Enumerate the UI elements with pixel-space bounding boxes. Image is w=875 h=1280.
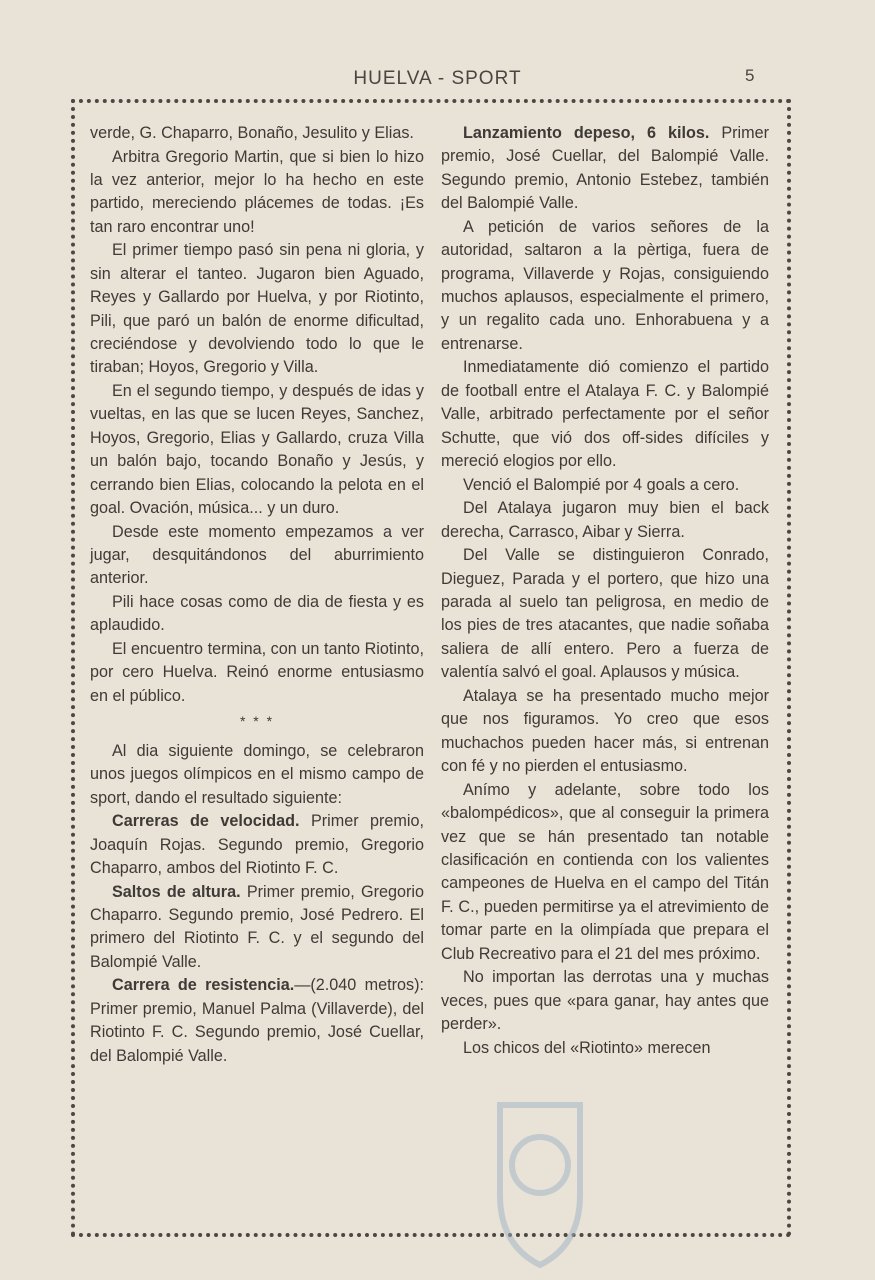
paragraph bbox=[441, 356, 769, 473]
paragraph-text: Venció el Balompié por 4 goals a cero. bbox=[463, 475, 740, 494]
paragraph-text: Desde este momento empezamos a ver jugar, desquitándonos del aburrimiento anterior. bbox=[90, 522, 424, 588]
paragraph bbox=[90, 740, 424, 810]
watermark-shield-icon bbox=[470, 1085, 800, 1275]
page-number: 5 bbox=[745, 66, 755, 85]
paragraph-text: Primer premio, Joaquín Rojas. Segundo premio, Gregorio Chaparro, ambos del Riotinto F. C. bbox=[90, 812, 425, 877]
paragraph bbox=[90, 122, 424, 145]
paragraph-text: Anímo y adelante, sobre todo los «balompédicos», que al conseguir la primera vez que se hán presentado tan notable clasificación en contienda con los valientes campeones de Huelva en el campo del Titán F. C., pueden permitirse ya el atrevimiento de tomar parte en la olimpíada que prepara el Club Recreativo para el 21 del mes próximo. bbox=[441, 780, 769, 963]
left-column bbox=[90, 122, 424, 1068]
paragraph-text: No importan las derrotas una y muchas veces, pues que «para ganar, hay antes que perder». bbox=[441, 968, 769, 1033]
paragraph-text: Del Valle se distinguieron Conrado, Dieguez, Parada y el portero, que hizo una parada al suelo tan peligrosa, en medio de los pies de tres atacantes, que nadie soñaba saliera de allí entero. Pero a fuerza de valentía salvó el goal. Aplausos y música. bbox=[441, 546, 769, 682]
paragraph-text: Del Atalaya jugaron muy bien el back derecha, Carrasco, Aibar y Sierra. bbox=[441, 499, 769, 541]
paragraph-text: Al dia siguiente domingo, se celebraron unos juegos olímpicos en el mismo campo de sport, dando el resultado siguiente: bbox=[90, 741, 424, 807]
paragraph bbox=[441, 966, 769, 1036]
paragraph-text: Los chicos del «Riotinto» merecen bbox=[463, 1038, 711, 1057]
paragraph bbox=[90, 521, 424, 591]
paragraph bbox=[441, 122, 769, 216]
paragraph bbox=[90, 881, 424, 975]
paragraph bbox=[441, 1037, 769, 1060]
paragraph bbox=[90, 974, 424, 1068]
right-column bbox=[441, 122, 769, 1060]
paragraph-text: Inmediatamente dió comienzo el partido de football entre el Atalaya F. C. y Balompié Valle, arbitrado perfectamente por el señor Schutte, que vió dos off-sides difíciles y mereció elogios por ello. bbox=[441, 358, 769, 471]
paragraph bbox=[90, 146, 424, 240]
paragraph-text: verde, G. Chaparro, Bonaño, Jesulito y Elias. bbox=[90, 124, 414, 142]
paragraph-text: Pili hace cosas como de dia de fiesta y es aplaudido. bbox=[90, 593, 424, 635]
result-heading: Saltos de altura. bbox=[112, 882, 241, 901]
paragraph bbox=[90, 239, 424, 379]
result-heading: Carreras de velocidad. bbox=[112, 812, 300, 831]
paragraph-text: Primer premio, Gregorio Chaparro. Segundo premio, José Pedrero. El primero del Riotinto F. C. y el segundo del Balompié Valle. bbox=[90, 882, 424, 971]
paragraph bbox=[90, 380, 424, 520]
paragraph bbox=[441, 474, 769, 497]
result-heading: Carrera de resistencia. bbox=[112, 976, 295, 995]
page-header-title: HUELVA - SPORT bbox=[353, 68, 522, 89]
paragraph bbox=[90, 638, 424, 708]
paragraph-text: El encuentro termina, con un tanto Riotinto, por cero Huelva. Reinó enorme entusiasmo en el público. bbox=[90, 640, 424, 705]
paragraph bbox=[90, 810, 424, 880]
paragraph-text: A petición de varios señores de la autoridad, saltaron a la pèrtiga, fuera de programa, Villaverde y Rojas, consiguiendo muchos aplausos, especialmente el primero, y un regalito cada uno. Enhorabuena y a entrenarse. bbox=[441, 217, 769, 353]
paragraph-text: Atalaya se ha presentado mucho mejor que nos figuramos. Yo creo que esos muchachos pueden hacer más, si entrenan con fé y no pierden el entusiasmo. bbox=[441, 686, 769, 776]
paragraph bbox=[441, 497, 769, 544]
paragraph bbox=[441, 685, 769, 779]
paragraph bbox=[441, 216, 769, 356]
paragraph-text: El primer tiempo pasó sin pena ni gloria, y sin alterar el tanteo. Jugaron bien Aguado, Reyes y Gallardo por Huelva, y por Riotinto, Pili, que paró un balón de enorme dificultad, creciéndose y devolviendo todo lo que le tiraban; Hoyos, Gregorio y Villa. bbox=[90, 241, 424, 377]
paragraph-text: Arbitra Gregorio Martin, que si bien lo hizo la vez anterior, mejor lo ha hecho en este partido, mereciendo plácemes de todas. ¡Es tan raro encontrar uno! bbox=[90, 147, 424, 236]
paragraph-text: —(2.040 metros): Primer premio, Manuel Palma (Villaverde), del Riotinto F. C. Segundo premio, José Cuellar, del Balompié Valle. bbox=[90, 976, 424, 1065]
paragraph-text: En el segundo tiempo, y después de idas y vueltas, en las que se lucen Reyes, Sanchez, Hoyos, Gregorio, Elias y Gallardo, cruza Villa un balón bajo, tocando Bonaño y Jesús, y cerrando bien Elias, colocando la pelota en el goal. Ovación, música... y un duro. bbox=[90, 382, 424, 518]
paragraph bbox=[441, 779, 769, 966]
paragraph bbox=[90, 591, 424, 638]
section-separator: * * * bbox=[239, 713, 275, 730]
paragraph-text: Primer premio, José Cuellar, del Balompié Valle. Segundo premio, Antonio Estebez, también del Balompié Valle. bbox=[441, 124, 769, 213]
result-heading: Lanzamiento depeso, 6 kilos. bbox=[463, 124, 710, 142]
paragraph bbox=[441, 544, 769, 684]
